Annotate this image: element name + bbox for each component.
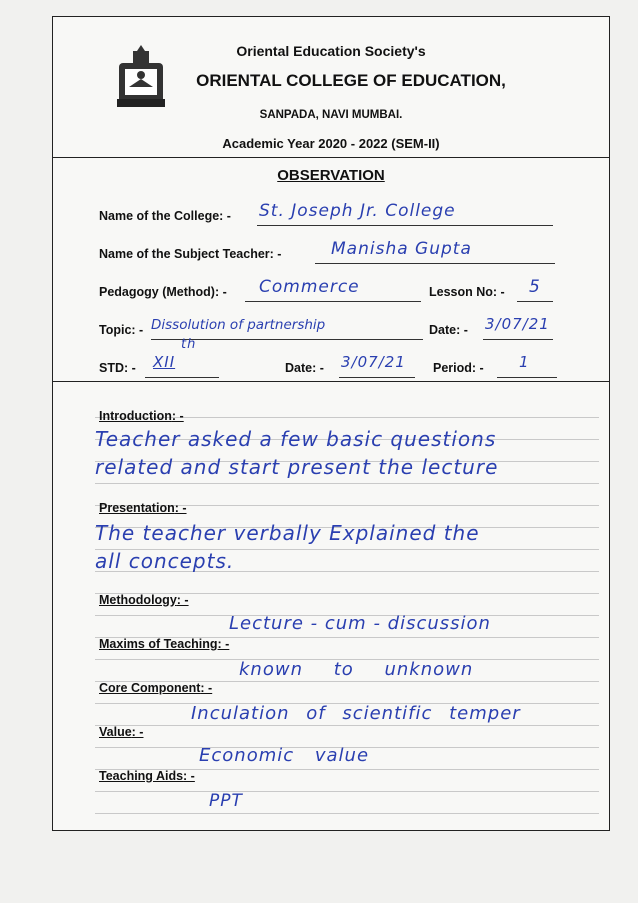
std-value: XII <box>153 353 176 371</box>
college-name: ORIENTAL COLLEGE OF EDUCATION, <box>196 71 506 90</box>
period-value: 1 <box>519 353 530 371</box>
college-location: SANPADA, NAVI MUMBAI. <box>259 109 403 121</box>
introduction-line-2: related and start present the lecture <box>95 455 499 479</box>
date2-value: 3/07/21 <box>341 353 406 371</box>
college-label: Name of the College: - <box>99 209 231 223</box>
introduction-line-1: Teacher asked a few basic questions <box>95 427 497 451</box>
pedagogy-value: Commerce <box>259 277 360 297</box>
society-name: Oriental Education Society's <box>236 43 426 59</box>
maxims-label: Maxims of Teaching: - <box>99 637 230 651</box>
period-label: Period: - <box>433 361 484 375</box>
std-label: STD: - <box>99 361 136 375</box>
lesson-label: Lesson No: - <box>429 285 505 299</box>
teaching-aids-value: PPT <box>209 791 243 811</box>
date1-label: Date: - <box>429 323 468 337</box>
teacher-label: Name of the Subject Teacher: - <box>99 247 282 261</box>
topic-label: Topic: - <box>99 323 144 337</box>
methodology-label: Methodology: - <box>99 593 189 607</box>
core-component-value: Inculation of scientific temper <box>191 703 521 724</box>
date1-value: 3/07/21 <box>485 315 550 333</box>
value-value: Economic value <box>199 745 370 766</box>
date2-label: Date: - <box>285 361 324 375</box>
teacher-value: Manisha Gupta <box>331 239 472 259</box>
academic-year: Academic Year 2020 - 2022 (SEM-II) <box>222 136 440 151</box>
std-superscript: th <box>181 337 197 352</box>
observation-sheet <box>52 16 610 831</box>
pedagogy-label: Pedagogy (Method): - <box>99 285 227 299</box>
teaching-aids-label: Teaching Aids: - <box>99 769 195 783</box>
presentation-line-1: The teacher verbally Explained the <box>95 521 480 545</box>
lesson-value: 5 <box>529 277 541 297</box>
form-title: OBSERVATION <box>277 167 385 184</box>
section-divider <box>53 381 609 382</box>
form-header <box>53 17 609 158</box>
value-label: Value: - <box>99 725 144 739</box>
presentation-label: Presentation: - <box>99 501 187 515</box>
presentation-line-2: all concepts. <box>95 549 235 573</box>
introduction-label: Introduction: - <box>99 409 184 423</box>
college-value: St. Joseph Jr. College <box>259 201 456 221</box>
maxims-value: known to unknown <box>239 659 474 680</box>
topic-value: Dissolution of partnership <box>151 317 326 333</box>
core-component-label: Core Component: - <box>99 681 213 695</box>
methodology-value: Lecture - cum - discussion <box>229 613 491 634</box>
